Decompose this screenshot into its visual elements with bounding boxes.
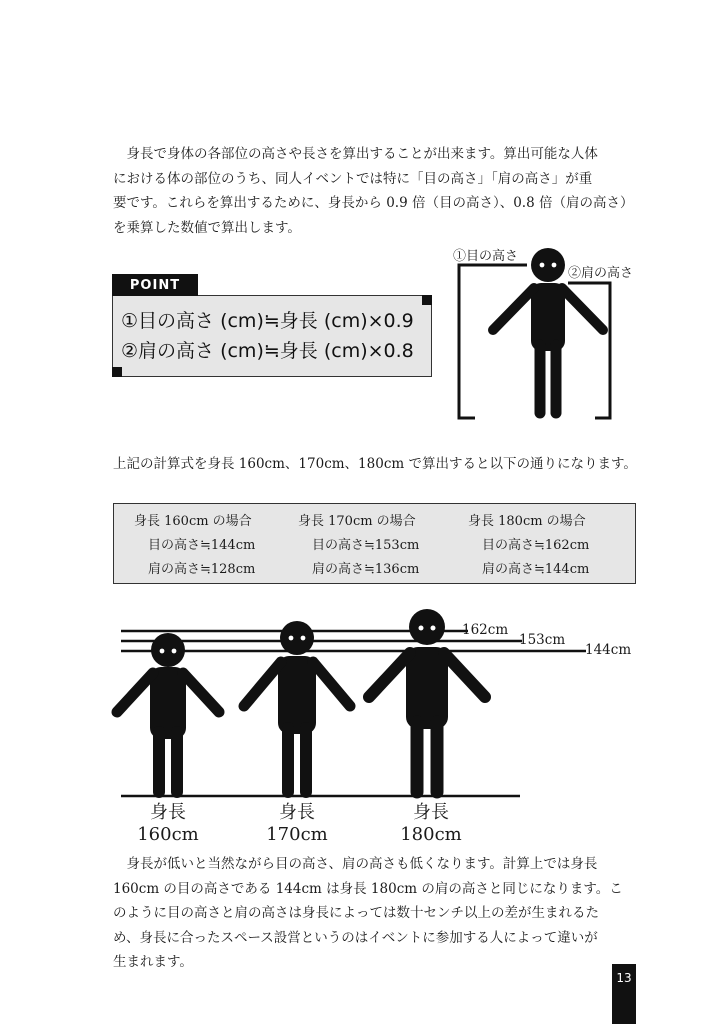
person-160-icon (117, 633, 219, 792)
result-shoulder: 肩の高さ≒128cm (148, 562, 256, 577)
result-heading: 身長 160cm の場合 (134, 514, 252, 529)
figure-label-180 (396, 802, 466, 846)
outro-line: 身長が低いと当然ながら目の高さ、肩の高さも低くなります。計算上では身長 (113, 856, 598, 872)
result-column-180 (468, 510, 589, 582)
result-heading: 身長 170cm の場合 (298, 514, 416, 529)
result-column-170 (298, 510, 419, 582)
figure-label-height: 160cm (137, 824, 199, 845)
intro-line: 要です。これらを算出するために、身長から 0.9 倍（目の高さ）、0.8 倍（肩の高さ） (113, 195, 634, 212)
result-column-160 (134, 510, 255, 582)
line-label-144: 144cm (585, 642, 632, 658)
intro-line: における体の部位のうち、同人イベントでは特に「目の高さ」「肩の高さ」が重 (113, 170, 593, 187)
results-table (113, 503, 636, 584)
eye-height-formula: ①目の高さ (cm)≒身長 (cm)×0.9 (121, 310, 414, 332)
figure-label-160 (133, 802, 203, 846)
page-number: 13 (612, 964, 636, 1024)
result-eye: 目の高さ≒162cm (482, 538, 590, 553)
intro-line: を乗算した数値で算出します。 (113, 219, 301, 236)
eye-height-label: ①目の高さ (453, 249, 519, 264)
outro-line: 160cm の目の高さである 144cm は身長 180cm の肩の高さと同じになります。こ (113, 880, 623, 897)
shoulder-height-formula: ②肩の高さ (cm)≒身長 (cm)×0.8 (121, 340, 414, 362)
outro-line: め、身長に合ったスペース設営というのはイベントに参加する人によって違いが (113, 929, 598, 946)
figure-label-word: 身長 (279, 802, 315, 823)
intro-line: 身長で身体の各部位の高さや長さを算出することが出来ます。算出可能な人体 (113, 146, 598, 162)
line-label-162: 162cm (462, 622, 509, 638)
figure-label-word: 身長 (150, 802, 186, 823)
result-eye: 目の高さ≒153cm (312, 538, 420, 553)
result-shoulder: 肩の高さ≒136cm (312, 562, 420, 577)
person-170-icon (244, 621, 350, 792)
figure-label-height: 170cm (266, 824, 328, 845)
result-heading: 身長 180cm の場合 (468, 514, 586, 529)
height-reference-lines (121, 631, 586, 796)
result-eye: 目の高さ≒144cm (148, 538, 256, 553)
point-tab: POINT (112, 274, 198, 296)
outro-paragraph (113, 852, 635, 975)
calc-intro (113, 452, 638, 477)
person-figure-icon (493, 248, 603, 413)
shoulder-height-label: ②肩の高さ (568, 266, 634, 281)
figure-label-height: 180cm (400, 824, 462, 845)
line-label-153: 153cm (519, 632, 566, 648)
result-shoulder: 肩の高さ≒144cm (482, 562, 590, 577)
calc-intro-text: 上記の計算式を身長 160cm、170cm、180cm で算出すると以下の通りになります。 (113, 456, 637, 472)
figure-label-170 (262, 802, 332, 846)
figure-label-word: 身長 (413, 802, 449, 823)
outro-line: 生まれます。 (113, 954, 193, 971)
outro-line: のように目の高さと肩の高さは身長によっては数十センチ以上の差が生まれるた (113, 905, 599, 922)
